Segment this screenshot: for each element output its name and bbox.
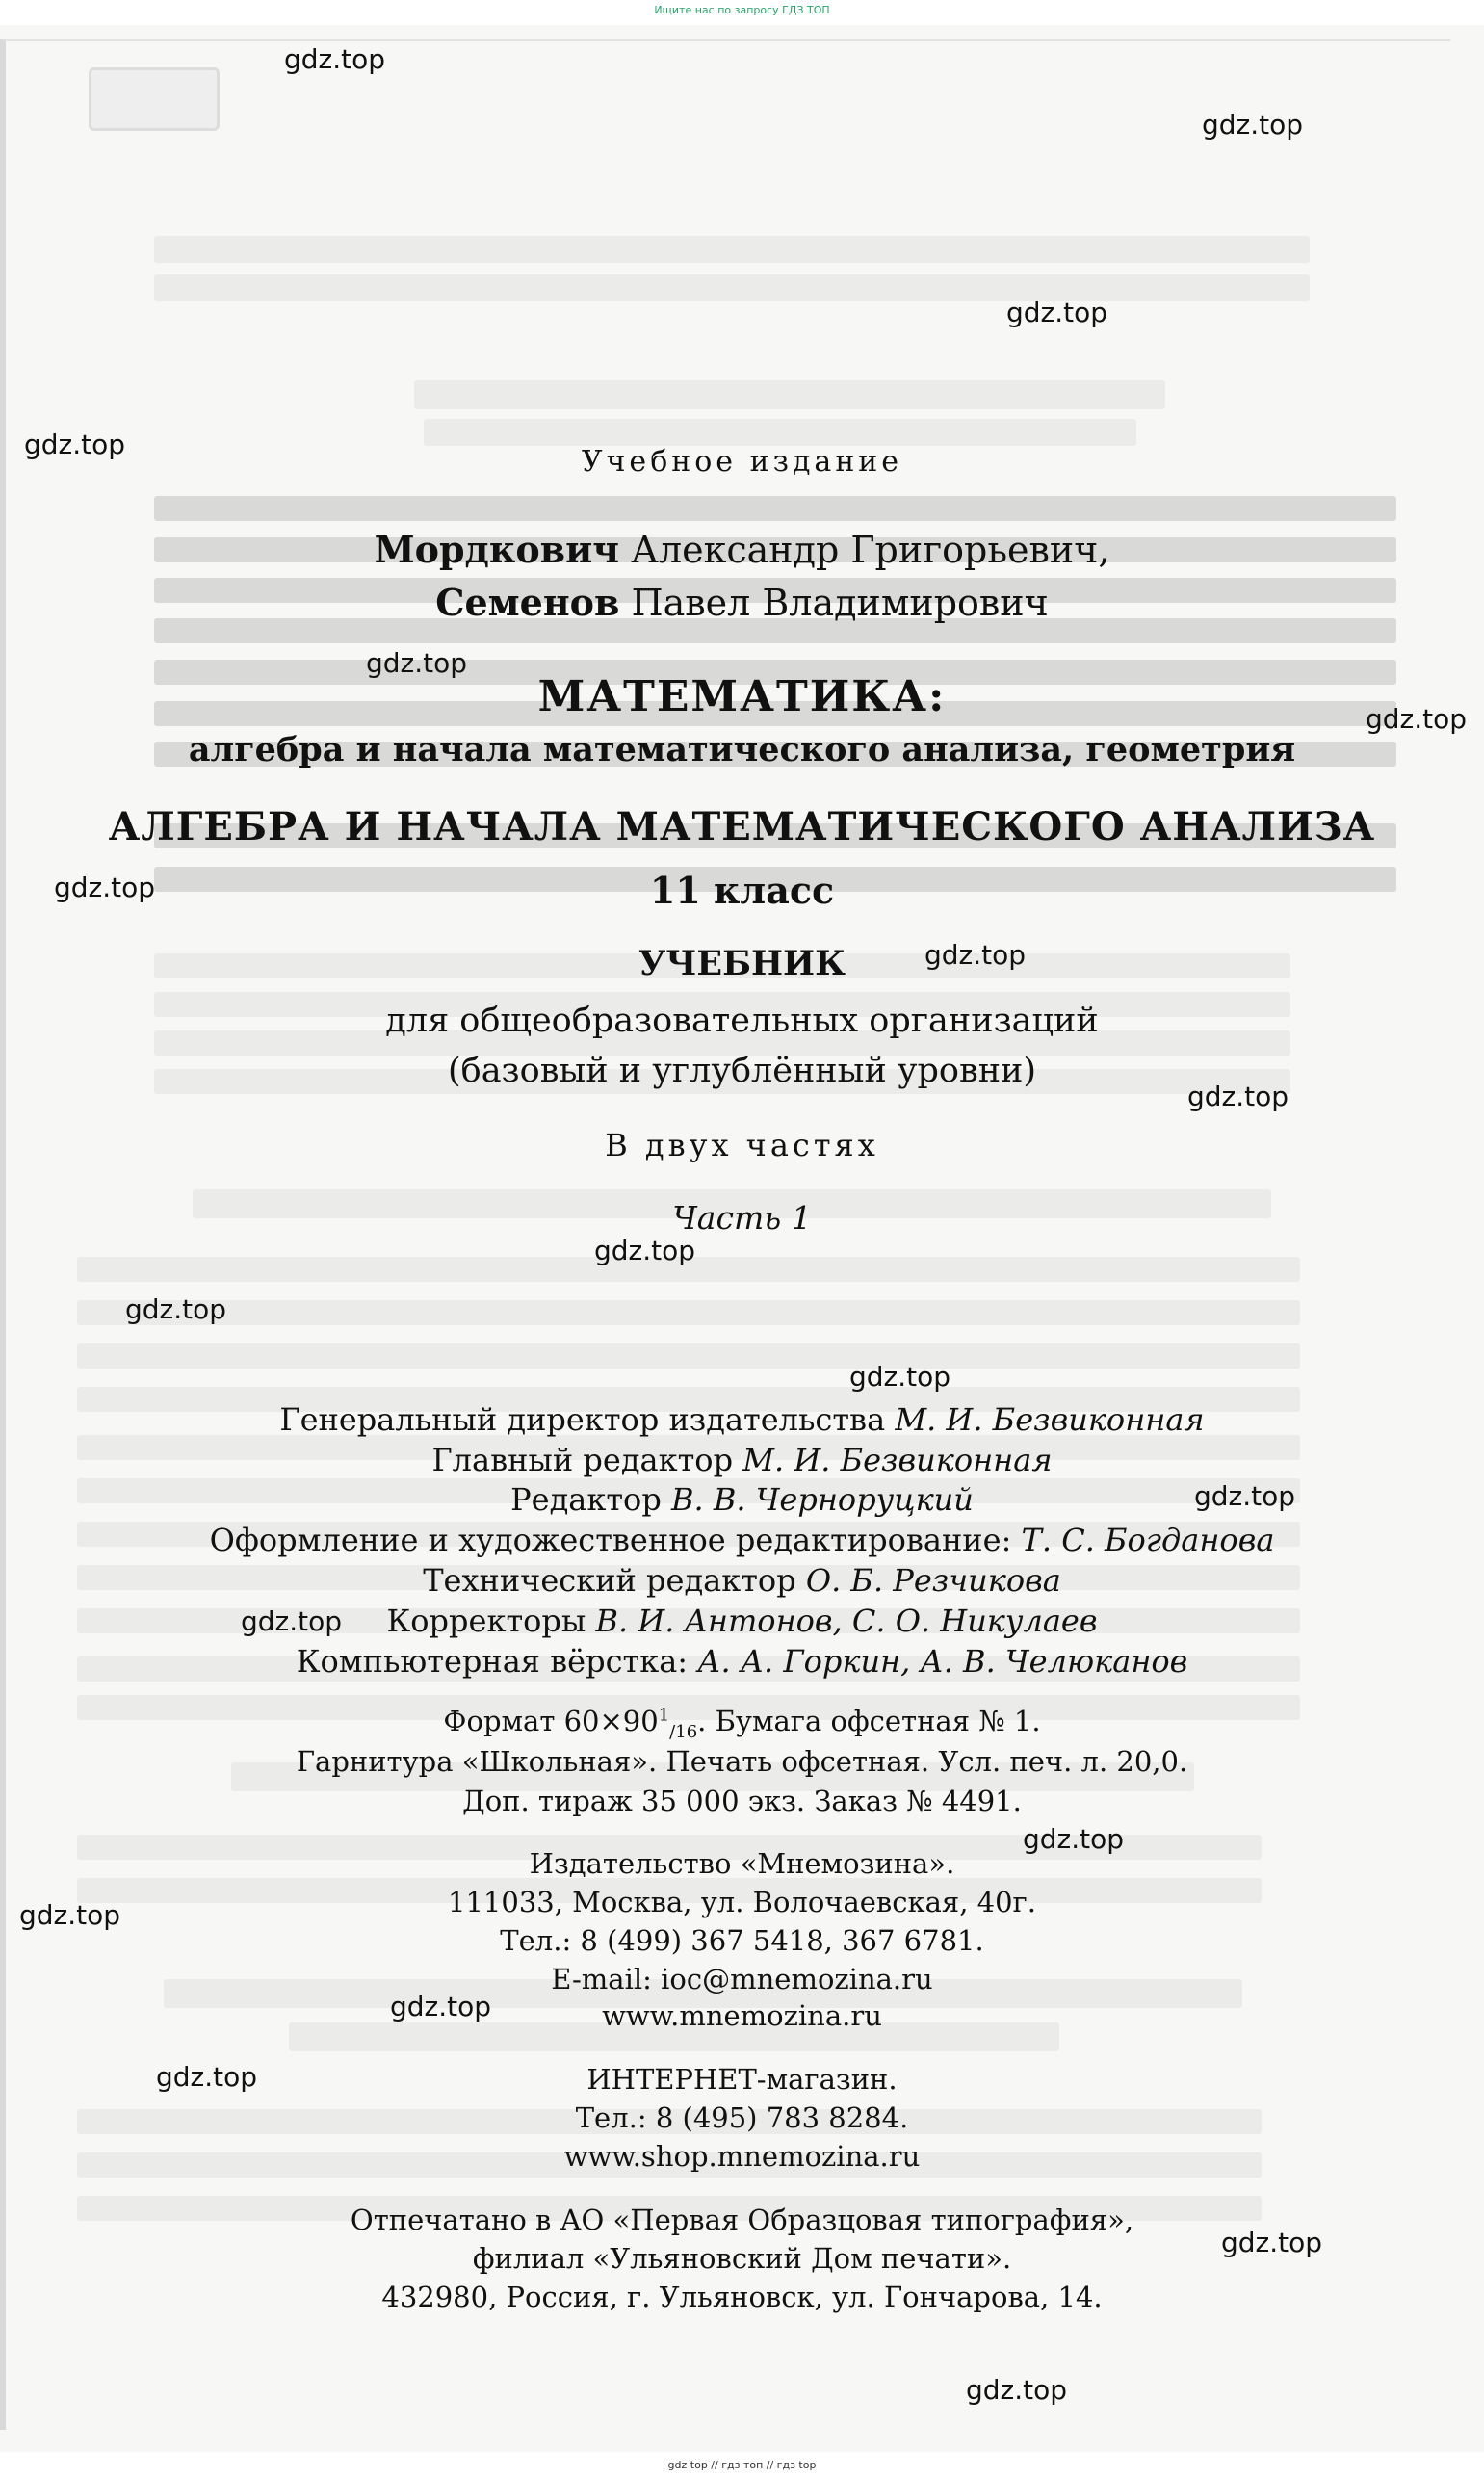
watermark: gdz.top [390,1991,492,2022]
watermark: gdz.top [1187,1081,1289,1112]
watermark: gdz.top [366,647,468,679]
author-1 [0,528,1484,571]
author-1-surname: Мордкович [374,528,620,571]
credit-name: В. И. Антонов, С. О. Никулаев [595,1603,1098,1639]
credit-line [0,1562,1484,1599]
top-notice: Ищите нас по запросу ГДЗ ТОП [654,4,830,16]
credit-role: Технический редактор [423,1562,796,1599]
watermark: gdz.top [1006,297,1108,328]
publisher-site: www.mnemozina.ru [602,1999,882,2032]
watermark: gdz.top [19,1899,121,1931]
watermark: gdz.top [1194,1480,1296,1512]
publisher-email: E-mail: ioc@mnemozina.ru [551,1963,933,1995]
printer-line-1: Отпечатано в АО «Первая Образцовая типография», [350,2204,1134,2236]
watermark: gdz.top [924,939,1027,971]
parts-note: В двух частях [605,1127,879,1163]
watermark: gdz.top [284,43,386,75]
format-text-2: . Бумага офсетная № 1. [697,1705,1041,1737]
credit-name: О. Б. Резчикова [805,1562,1061,1599]
audience: для общеобразовательных организаций [385,1002,1099,1040]
credit-line [0,1643,1484,1680]
bottom-notice: gdz top // гдз топ // гдз top [667,2459,817,2471]
credit-role: Оформление и художественное редактирование: [209,1522,1012,1558]
edition-type: Учебное издание [581,445,903,479]
author-2-surname: Семенов [435,581,620,624]
watermark: gdz.top [125,1293,227,1325]
levels: (базовый и углублённый уровни) [447,1052,1037,1090]
credit-name: М. И. Безвиконная [895,1401,1205,1438]
book-kind: УЧЕБНИК [638,944,846,983]
shop-phone: Тел.: 8 (495) 783 8284. [575,2101,909,2134]
credit-line [0,1603,1484,1639]
part-number: Часть 1 [672,1199,812,1237]
credit-name: Т. С. Богданова [1021,1522,1275,1558]
watermark: gdz.top [24,429,126,460]
shop-name: ИНТЕРНЕТ-магазин. [586,2063,898,2096]
grade: 11 класс [649,869,835,912]
format-sup: 1 [658,1705,670,1726]
book-subtitle: алгебра и начала математического анализа, геометрия [188,730,1296,769]
credit-line [0,1401,1484,1438]
credit-role: Корректоры [386,1603,586,1639]
author-2 [0,581,1484,624]
credit-role: Генеральный директор издательства [279,1401,886,1438]
credit-line [0,1522,1484,1558]
shop-site: www.shop.mnemozina.ru [563,2140,921,2173]
watermark: gdz.top [241,1605,343,1637]
publisher-address: 111033, Москва, ул. Волочаевская, 40г. [448,1886,1036,1918]
printer-line-2: филиал «Ульяновский Дом печати». [472,2242,1012,2275]
watermark: gdz.top [594,1235,696,1266]
watermark: gdz.top [156,2061,258,2093]
watermark: gdz.top [54,872,156,903]
imprint-typeface: Гарнитура «Школьная». Печать офсетная. Усл. печ. л. 20,0. [296,1745,1188,1778]
format-sub: /16 [669,1721,698,1742]
credit-name: В. В. Черноруцкий [670,1481,974,1518]
credit-name: М. И. Безвиконная [742,1442,1053,1478]
author-2-name: Павел Владимирович [631,582,1049,624]
credit-name: А. А. Горкин, А. В. Челюканов [697,1643,1188,1680]
credit-line [0,1481,1484,1518]
book-title: МАТЕМАТИКА: [537,672,947,721]
publisher-name: Издательство «Мнемозина». [529,1847,955,1880]
watermark: gdz.top [1023,1823,1125,1855]
watermark: gdz.top [849,1361,951,1393]
watermark: gdz.top [1202,109,1304,141]
printer-line-3: 432980, Россия, г. Ульяновск, ул. Гончарова, 14. [381,2281,1103,2313]
credit-role: Главный редактор [431,1442,734,1478]
watermark: gdz.top [1366,703,1468,735]
book-title-2: АЛГЕБРА И НАЧАЛА МАТЕМАТИЧЕСКОГО АНАЛИЗА [108,804,1376,849]
credit-role: Компьютерная вёрстка: [296,1643,689,1680]
publisher-phone: Тел.: 8 (499) 367 5418, 367 6781. [500,1924,984,1957]
imprint-run: Доп. тираж 35 000 экз. Заказ № 4491. [462,1785,1022,1817]
credit-role: Редактор [510,1481,662,1518]
watermark: gdz.top [1221,2227,1323,2258]
imprint-format [0,1705,1484,1742]
author-1-name: Александр Григорьевич, [631,529,1110,571]
watermark: gdz.top [966,2374,1068,2406]
format-text: Формат 60×90 [443,1705,659,1737]
credit-line [0,1442,1484,1478]
